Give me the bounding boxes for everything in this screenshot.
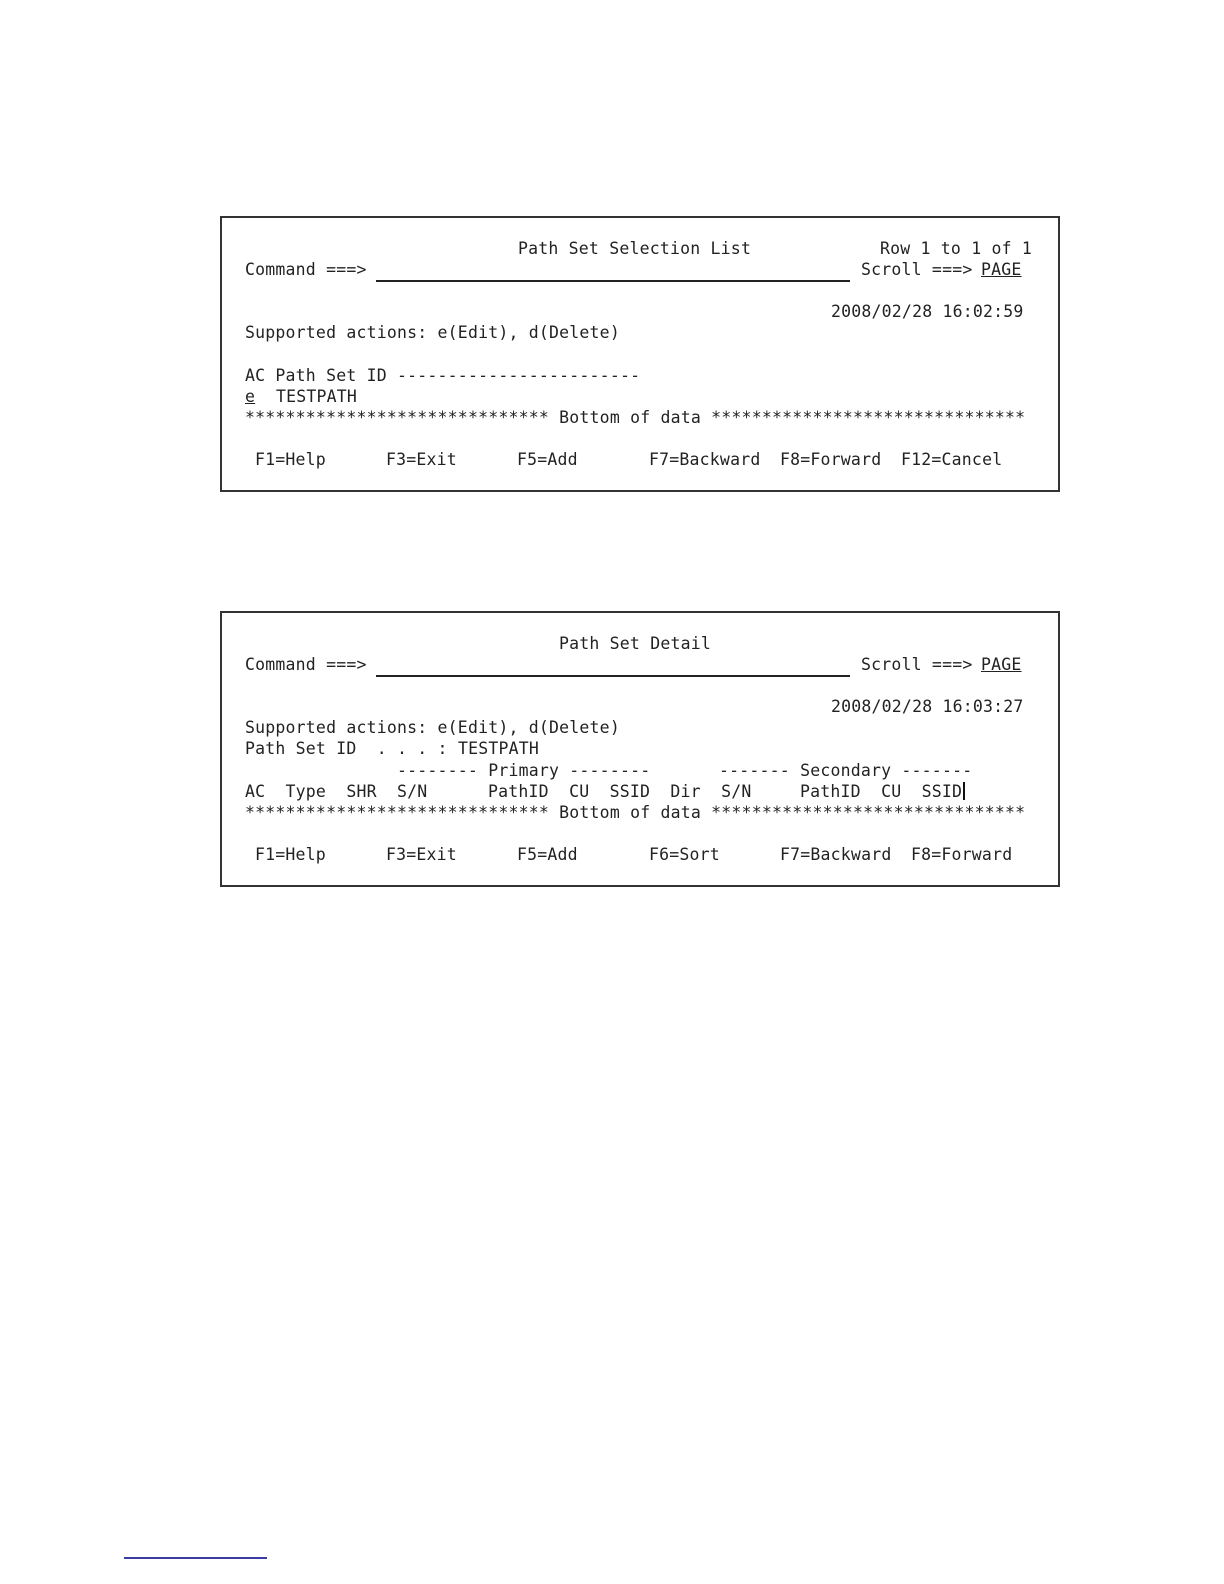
scroll-amount-field[interactable]: PAGE xyxy=(981,260,1022,279)
row-action-field[interactable]: e xyxy=(245,387,256,406)
supported-actions: Supported actions: e(Edit), d(Delete) xyxy=(245,323,620,342)
path-set-selection-list-screen xyxy=(220,216,1060,492)
timestamp: 2008/02/28 16:02:59 xyxy=(831,302,1024,321)
column-header-left: AC Type SHR S/N xyxy=(245,782,428,801)
column-header: AC Path Set ID ------------------------ xyxy=(245,366,641,385)
f12-cancel-key[interactable]: F12=Cancel xyxy=(901,450,1003,469)
scroll-amount-field[interactable]: PAGE xyxy=(981,655,1022,674)
command-label: Command ===> xyxy=(245,260,367,279)
primary-group-header: -------- Primary -------- xyxy=(397,761,651,780)
supported-actions: Supported actions: e(Edit), d(Delete) xyxy=(245,718,620,737)
command-input[interactable] xyxy=(376,655,850,677)
f6-sort-key[interactable]: F6=Sort xyxy=(649,845,720,864)
column-header-secondary-wrap xyxy=(800,782,965,802)
f5-add-key[interactable]: F5=Add xyxy=(517,845,578,864)
secondary-group-header: ------- Secondary ------- xyxy=(719,761,973,780)
path-set-id-label: Path Set ID . . . : xyxy=(245,739,448,758)
bottom-of-data: ****************************** Bottom of data ******************************* xyxy=(245,803,1026,822)
command-label: Command ===> xyxy=(245,655,367,674)
f3-exit-key[interactable]: F3=Exit xyxy=(386,845,457,864)
screen-title: Path Set Selection List xyxy=(518,239,752,258)
f7-backward-key[interactable]: F7=Backward xyxy=(780,845,892,864)
footnote-separator xyxy=(124,1557,267,1559)
scroll-label: Scroll ===> xyxy=(861,655,973,674)
text-cursor xyxy=(963,782,965,800)
scroll-label: Scroll ===> xyxy=(861,260,973,279)
column-header-secondary: PathID CU SSID xyxy=(800,782,963,801)
f1-help-key[interactable]: F1=Help xyxy=(255,845,326,864)
bottom-of-data: ****************************** Bottom of data ******************************* xyxy=(245,408,1026,427)
row-path-set-id: TESTPATH xyxy=(276,387,358,406)
path-set-detail-screen xyxy=(220,611,1060,887)
timestamp: 2008/02/28 16:03:27 xyxy=(831,697,1024,716)
screen-title: Path Set Detail xyxy=(559,634,712,653)
row-info: Row 1 to 1 of 1 xyxy=(880,239,1033,258)
path-set-id-value: TESTPATH xyxy=(458,739,540,758)
f5-add-key[interactable]: F5=Add xyxy=(517,450,578,469)
command-input[interactable] xyxy=(376,260,850,282)
column-header-primary: PathID CU SSID Dir S/N xyxy=(488,782,752,801)
f3-exit-key[interactable]: F3=Exit xyxy=(386,450,457,469)
f8-forward-key[interactable]: F8=Forward xyxy=(780,450,882,469)
f7-backward-key[interactable]: F7=Backward xyxy=(649,450,761,469)
f8-forward-key[interactable]: F8=Forward xyxy=(911,845,1013,864)
f1-help-key[interactable]: F1=Help xyxy=(255,450,326,469)
